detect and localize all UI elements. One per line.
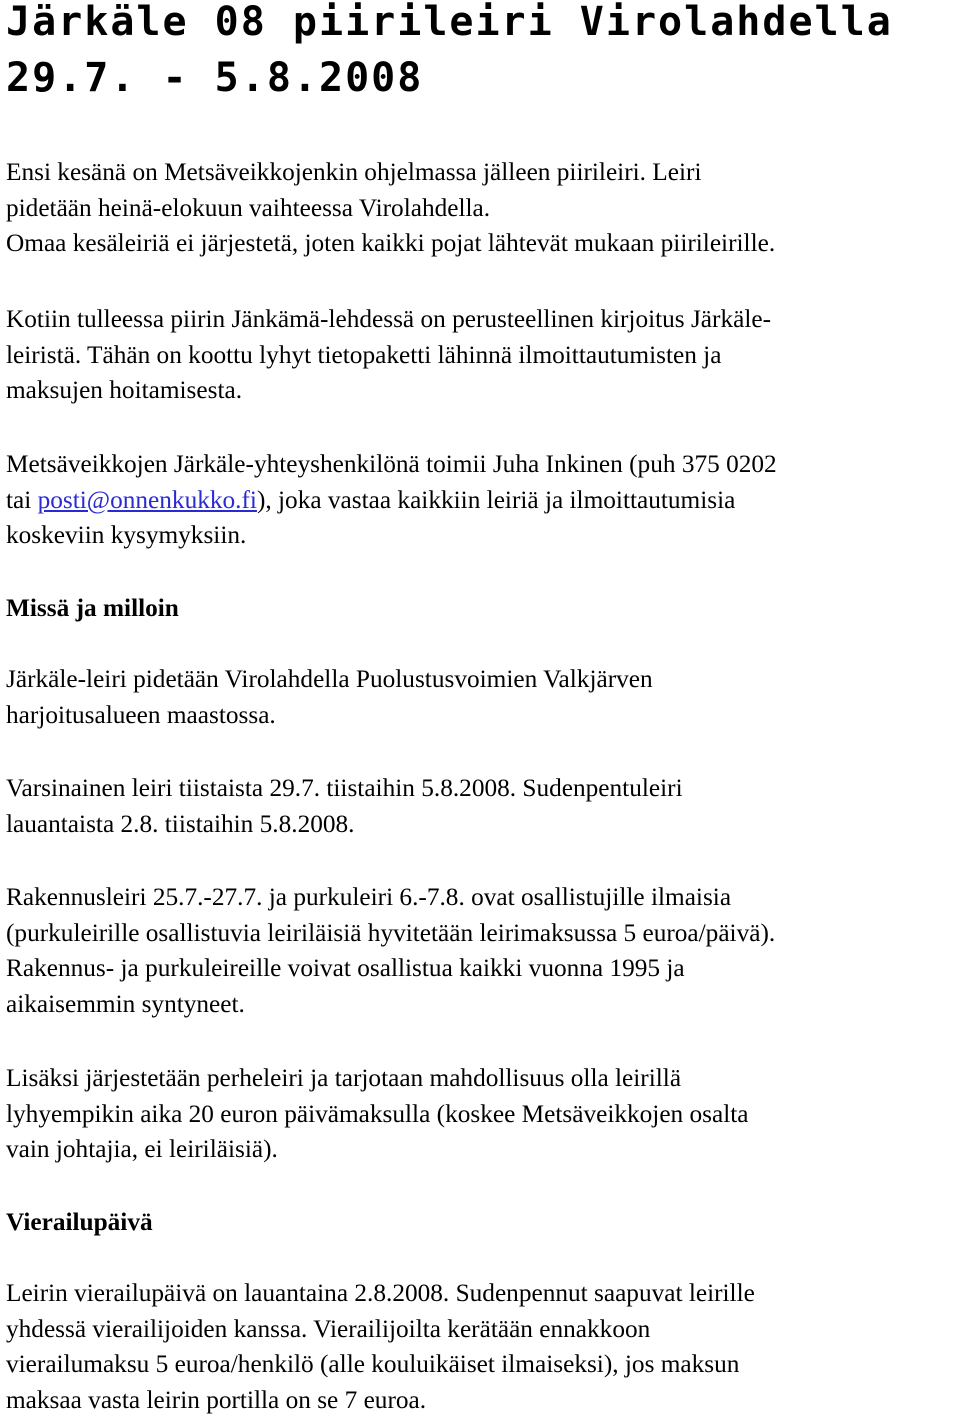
dates-paragraph — [6, 771, 683, 842]
intro-paragraph — [6, 155, 775, 262]
dates-line-2: lauantaista 2.8. tiistaihin 5.8.2008. — [6, 809, 355, 838]
dates-line-1: Varsinainen leiri tiistaista 29.7. tiistaihin 5.8.2008. Sudenpentuleiri — [6, 774, 683, 802]
article-line-1: Kotiin tulleessa piirin Jänkämä-lehdessä on perusteellinen kirjoitus Järkäle- — [6, 305, 772, 333]
contact-line-2 — [6, 483, 777, 519]
family-line-1: Lisäksi järjestetään perheleiri ja tarjotaan mahdollisuus olla leirillä — [6, 1064, 682, 1092]
intro-line-3: Omaa kesäleiriä ei järjestetä, joten kaikki pojat lähtevät mukaan piirileirille. — [6, 229, 776, 258]
family-camp-paragraph — [6, 1061, 749, 1168]
contact-line-1: Metsäveikkojen Järkäle-yhteyshenkilönä toimii Juha Inkinen (puh 375 0202 — [6, 450, 777, 478]
article-line-3: maksujen hoitamisesta. — [6, 376, 243, 405]
build-line-2: (purkuleirille osallistuvia leiriläisiä hyvitetään leirimaksussa 5 euroa/päivä). — [6, 918, 776, 947]
title-line-2: 29.7. - 5.8.2008 — [6, 55, 424, 101]
build-camp-paragraph — [6, 880, 775, 1023]
location-line-1: Järkäle-leiri pidetään Virolahdella Puolustusvoimien Valkjärven — [6, 665, 653, 693]
build-line-1: Rakennusleiri 25.7.-27.7. ja purkuleiri 6.-7.8. ovat osallistujille ilmaisia — [6, 883, 732, 911]
contact-suffix: ), joka vastaa kaikkiin leiriä ja ilmoittautumisia — [256, 485, 736, 514]
visiting-line-3: vierailumaksu 5 euroa/henkilö (alle kouluikäiset ilmaiseksi), jos maksun — [6, 1350, 740, 1379]
build-line-4: aikaisemmin syntyneet. — [6, 990, 245, 1019]
contact-paragraph — [6, 447, 777, 554]
visiting-day-paragraph — [6, 1276, 755, 1419]
contact-line-3: koskeviin kysymyksiin. — [6, 521, 247, 550]
visiting-line-2: yhdessä vierailijoiden kanssa. Vierailijoilta kerätään ennakkoon — [6, 1314, 651, 1343]
visiting-line-4: maksaa vasta leirin portilla on se 7 euroa. — [6, 1386, 427, 1415]
family-line-3: vain johtajia, ei leiriläisiä). — [6, 1135, 278, 1164]
build-line-3: Rakennus- ja purkuleireille voivat osallistua kaikki vuonna 1995 ja — [6, 954, 685, 983]
article-paragraph — [6, 302, 771, 409]
visiting-line-1: Leirin vierailupäivä on lauantaina 2.8.2008. Sudenpennut saapuvat leirille — [6, 1279, 755, 1307]
section-heading-where-when: Missä ja milloin — [6, 594, 179, 622]
contact-prefix: tai — [6, 485, 38, 514]
email-link[interactable]: posti@onnenkukko.fi — [37, 485, 257, 514]
article-line-2: leiristä. Tähän on koottu lyhyt tietopaketti lähinnä ilmoittautumisten ja — [6, 340, 722, 369]
title-line-1: Järkäle 08 piirileiri Virolahdella — [6, 0, 893, 45]
intro-line-1: Ensi kesänä on Metsäveikkojenkin ohjelmassa jälleen piirileiri. Leiri — [6, 158, 702, 186]
family-line-2: lyhyempikin aika 20 euron päivämaksulla (koskee Metsäveikkojen osalta — [6, 1099, 749, 1128]
section-heading-visiting-day: Vierailupäivä — [6, 1208, 153, 1236]
intro-line-2: pidetään heinä-elokuun vaihteessa Virolahdella. — [6, 193, 491, 222]
location-paragraph — [6, 662, 653, 733]
location-line-2: harjoitusalueen maastossa. — [6, 700, 276, 729]
page-title — [6, 0, 893, 106]
